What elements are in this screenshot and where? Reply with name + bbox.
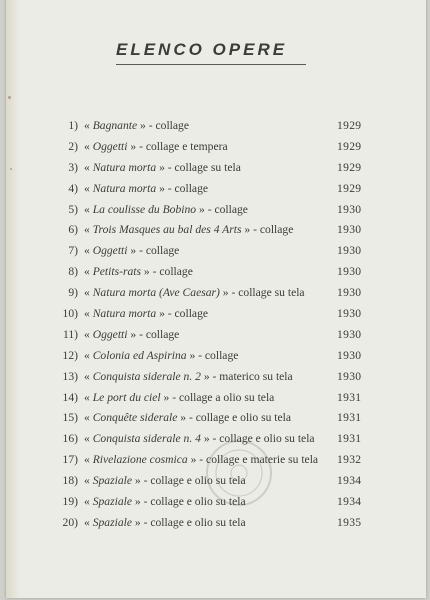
work-medium: - collage e olio su tela	[140, 515, 246, 529]
work-medium: - collage e olio su tela	[140, 474, 246, 488]
work-title: Oggetti	[92, 139, 128, 153]
close-quote: »	[160, 390, 170, 404]
work-number: 6)	[68, 223, 78, 237]
close-quote: »	[156, 181, 165, 195]
paper-speck	[10, 168, 12, 170]
work-number: 16)	[62, 432, 78, 446]
work-description	[84, 411, 291, 425]
work-number: 8)	[68, 265, 78, 279]
work-year: 1930	[337, 286, 362, 300]
work-year: 1930	[337, 244, 362, 258]
open-quote: «	[84, 515, 93, 529]
open-quote: «	[84, 181, 93, 195]
work-year: 1930	[337, 369, 362, 383]
close-quote: »	[156, 307, 165, 321]
work-year: 1931	[337, 390, 362, 404]
work-medium: - collage	[195, 348, 239, 362]
work-description	[84, 391, 274, 405]
work-medium: - collage e olio su tela	[209, 432, 315, 446]
work-description	[84, 453, 318, 467]
work-row	[54, 223, 404, 244]
work-year: 1930	[337, 327, 362, 341]
work-year: 1930	[337, 223, 362, 237]
work-title: Natura morta	[92, 160, 157, 174]
title-block	[116, 40, 306, 65]
open-quote: «	[84, 474, 93, 488]
close-quote: »	[137, 119, 146, 132]
work-number: 20)	[62, 515, 78, 529]
work-medium: - collage	[250, 223, 294, 237]
work-number: 14)	[62, 390, 78, 404]
work-year: 1934	[337, 495, 362, 509]
open-quote: «	[84, 453, 93, 467]
paper-speck	[8, 96, 11, 99]
open-quote: «	[84, 223, 93, 237]
open-quote: «	[84, 307, 93, 321]
work-description	[84, 349, 238, 363]
work-description	[84, 244, 179, 258]
work-title: Conquête siderale	[92, 411, 178, 425]
work-year: 1929	[337, 160, 362, 174]
work-medium: - collage	[164, 181, 209, 195]
work-year: 1931	[337, 411, 362, 425]
work-description	[84, 328, 179, 342]
work-title: Rivelazione cosmica	[92, 453, 188, 467]
close-quote: »	[241, 223, 251, 237]
close-quote: »	[132, 495, 141, 509]
work-number: 1)	[68, 119, 78, 132]
close-quote: »	[177, 411, 187, 425]
work-medium: - collage e materie su tela	[196, 453, 319, 467]
work-year: 1930	[337, 202, 362, 216]
work-number: 17)	[62, 453, 78, 467]
work-row	[54, 203, 404, 224]
work-row	[54, 140, 404, 161]
work-description	[84, 119, 189, 133]
open-quote: «	[84, 202, 93, 216]
work-number: 3)	[68, 160, 78, 174]
work-row	[54, 328, 404, 349]
work-number: 5)	[68, 202, 78, 216]
work-title: Bagnante	[92, 119, 138, 132]
work-medium: - collage	[164, 307, 209, 321]
work-row	[54, 516, 404, 537]
work-row	[54, 411, 404, 432]
work-title: Natura morta	[92, 307, 157, 321]
work-year: 1929	[337, 119, 362, 132]
work-number: 12)	[62, 348, 78, 362]
work-title: Natura morta (Ave Caesar)	[92, 286, 220, 300]
open-quote: «	[84, 495, 93, 509]
work-year: 1929	[337, 139, 362, 153]
work-title: Conquista siderale n. 2	[92, 369, 201, 383]
work-number: 13)	[62, 369, 78, 383]
work-title: Conquista siderale n. 4	[92, 432, 201, 446]
work-year: 1935	[337, 515, 362, 529]
work-number: 15)	[62, 411, 78, 425]
work-year: 1929	[337, 181, 362, 195]
work-row	[54, 307, 404, 328]
work-medium: - collage su tela	[164, 160, 241, 174]
work-row	[54, 286, 404, 307]
open-quote: «	[84, 244, 93, 258]
work-description	[84, 140, 228, 154]
open-quote: «	[84, 265, 93, 279]
open-quote: «	[84, 286, 93, 300]
title-underline	[116, 64, 306, 65]
work-medium: - collage	[136, 327, 180, 341]
close-quote: »	[219, 286, 229, 300]
open-quote: «	[84, 348, 93, 362]
work-row	[54, 391, 404, 412]
work-medium: - materico su tela	[209, 369, 293, 383]
close-quote: »	[132, 515, 141, 529]
open-quote: «	[84, 411, 93, 425]
work-title: Trois Masques au bal des 4 Arts	[92, 223, 242, 237]
work-year: 1934	[337, 474, 362, 488]
open-quote: «	[84, 390, 93, 404]
work-title: La coulisse du Bobino	[92, 202, 197, 216]
work-number: 4)	[68, 181, 78, 195]
work-title: Oggetti	[92, 244, 128, 258]
work-year: 1932	[337, 453, 362, 467]
close-quote: »	[127, 244, 137, 258]
work-description	[84, 182, 208, 196]
open-quote: «	[84, 139, 93, 153]
close-quote: »	[141, 265, 150, 279]
work-number: 7)	[68, 244, 78, 258]
close-quote: »	[187, 453, 197, 467]
open-quote: «	[84, 432, 93, 446]
work-number: 2)	[68, 139, 78, 153]
work-row	[54, 161, 404, 182]
close-quote: »	[127, 327, 137, 341]
open-quote: «	[84, 369, 93, 383]
work-year: 1931	[337, 432, 362, 446]
work-title: Le port du ciel	[92, 390, 161, 404]
work-number: 18)	[62, 474, 78, 488]
work-row	[54, 349, 404, 370]
catalog-page	[6, 0, 426, 598]
work-number: 9)	[68, 286, 78, 300]
work-row	[54, 370, 404, 391]
work-medium: - collage	[136, 244, 180, 258]
work-description	[84, 432, 315, 446]
work-description	[84, 286, 305, 300]
work-year: 1930	[337, 348, 362, 362]
work-description	[84, 370, 293, 384]
close-quote: »	[132, 474, 141, 488]
work-medium: - collage	[145, 119, 189, 132]
work-number: 19)	[62, 495, 78, 509]
work-number: 10)	[62, 307, 78, 321]
work-description	[84, 307, 208, 321]
work-year: 1930	[337, 265, 362, 279]
open-quote: «	[84, 119, 93, 132]
work-medium: - collage	[149, 265, 193, 279]
work-title: Spaziale	[92, 495, 132, 509]
work-medium: - collage e tempera	[136, 139, 228, 153]
work-row	[54, 265, 404, 286]
work-description	[84, 161, 241, 175]
close-quote: »	[200, 432, 210, 446]
work-title: Oggetti	[92, 327, 128, 341]
work-number: 11)	[62, 327, 78, 341]
page-title: ELENCO OPERE	[116, 40, 288, 59]
work-row	[54, 182, 404, 203]
work-description	[84, 203, 248, 217]
close-quote: »	[200, 369, 210, 383]
work-description	[84, 265, 193, 279]
work-medium: - collage su tela	[228, 286, 305, 300]
work-title: Colonia ed Aspirina	[92, 348, 187, 362]
work-year: 1930	[337, 307, 362, 321]
work-medium: - collage e olio su tela	[186, 411, 292, 425]
close-quote: »	[127, 139, 137, 153]
work-title: Natura morta	[92, 181, 157, 195]
work-description	[84, 223, 293, 237]
work-medium: - collage	[204, 202, 248, 216]
work-description	[84, 516, 246, 530]
close-quote: »	[156, 160, 165, 174]
ink-stamp-mark	[204, 438, 274, 508]
work-title: Spaziale	[92, 515, 132, 529]
work-row	[54, 244, 404, 265]
open-quote: «	[84, 327, 93, 341]
close-quote: »	[186, 348, 196, 362]
close-quote: »	[196, 202, 205, 216]
open-quote: «	[84, 160, 93, 174]
work-medium: - collage e olio su tela	[140, 495, 246, 509]
work-medium: - collage a olio su tela	[169, 390, 275, 404]
work-row	[54, 119, 404, 140]
work-title: Spaziale	[92, 474, 132, 488]
work-title: Petits-rats	[92, 265, 142, 279]
